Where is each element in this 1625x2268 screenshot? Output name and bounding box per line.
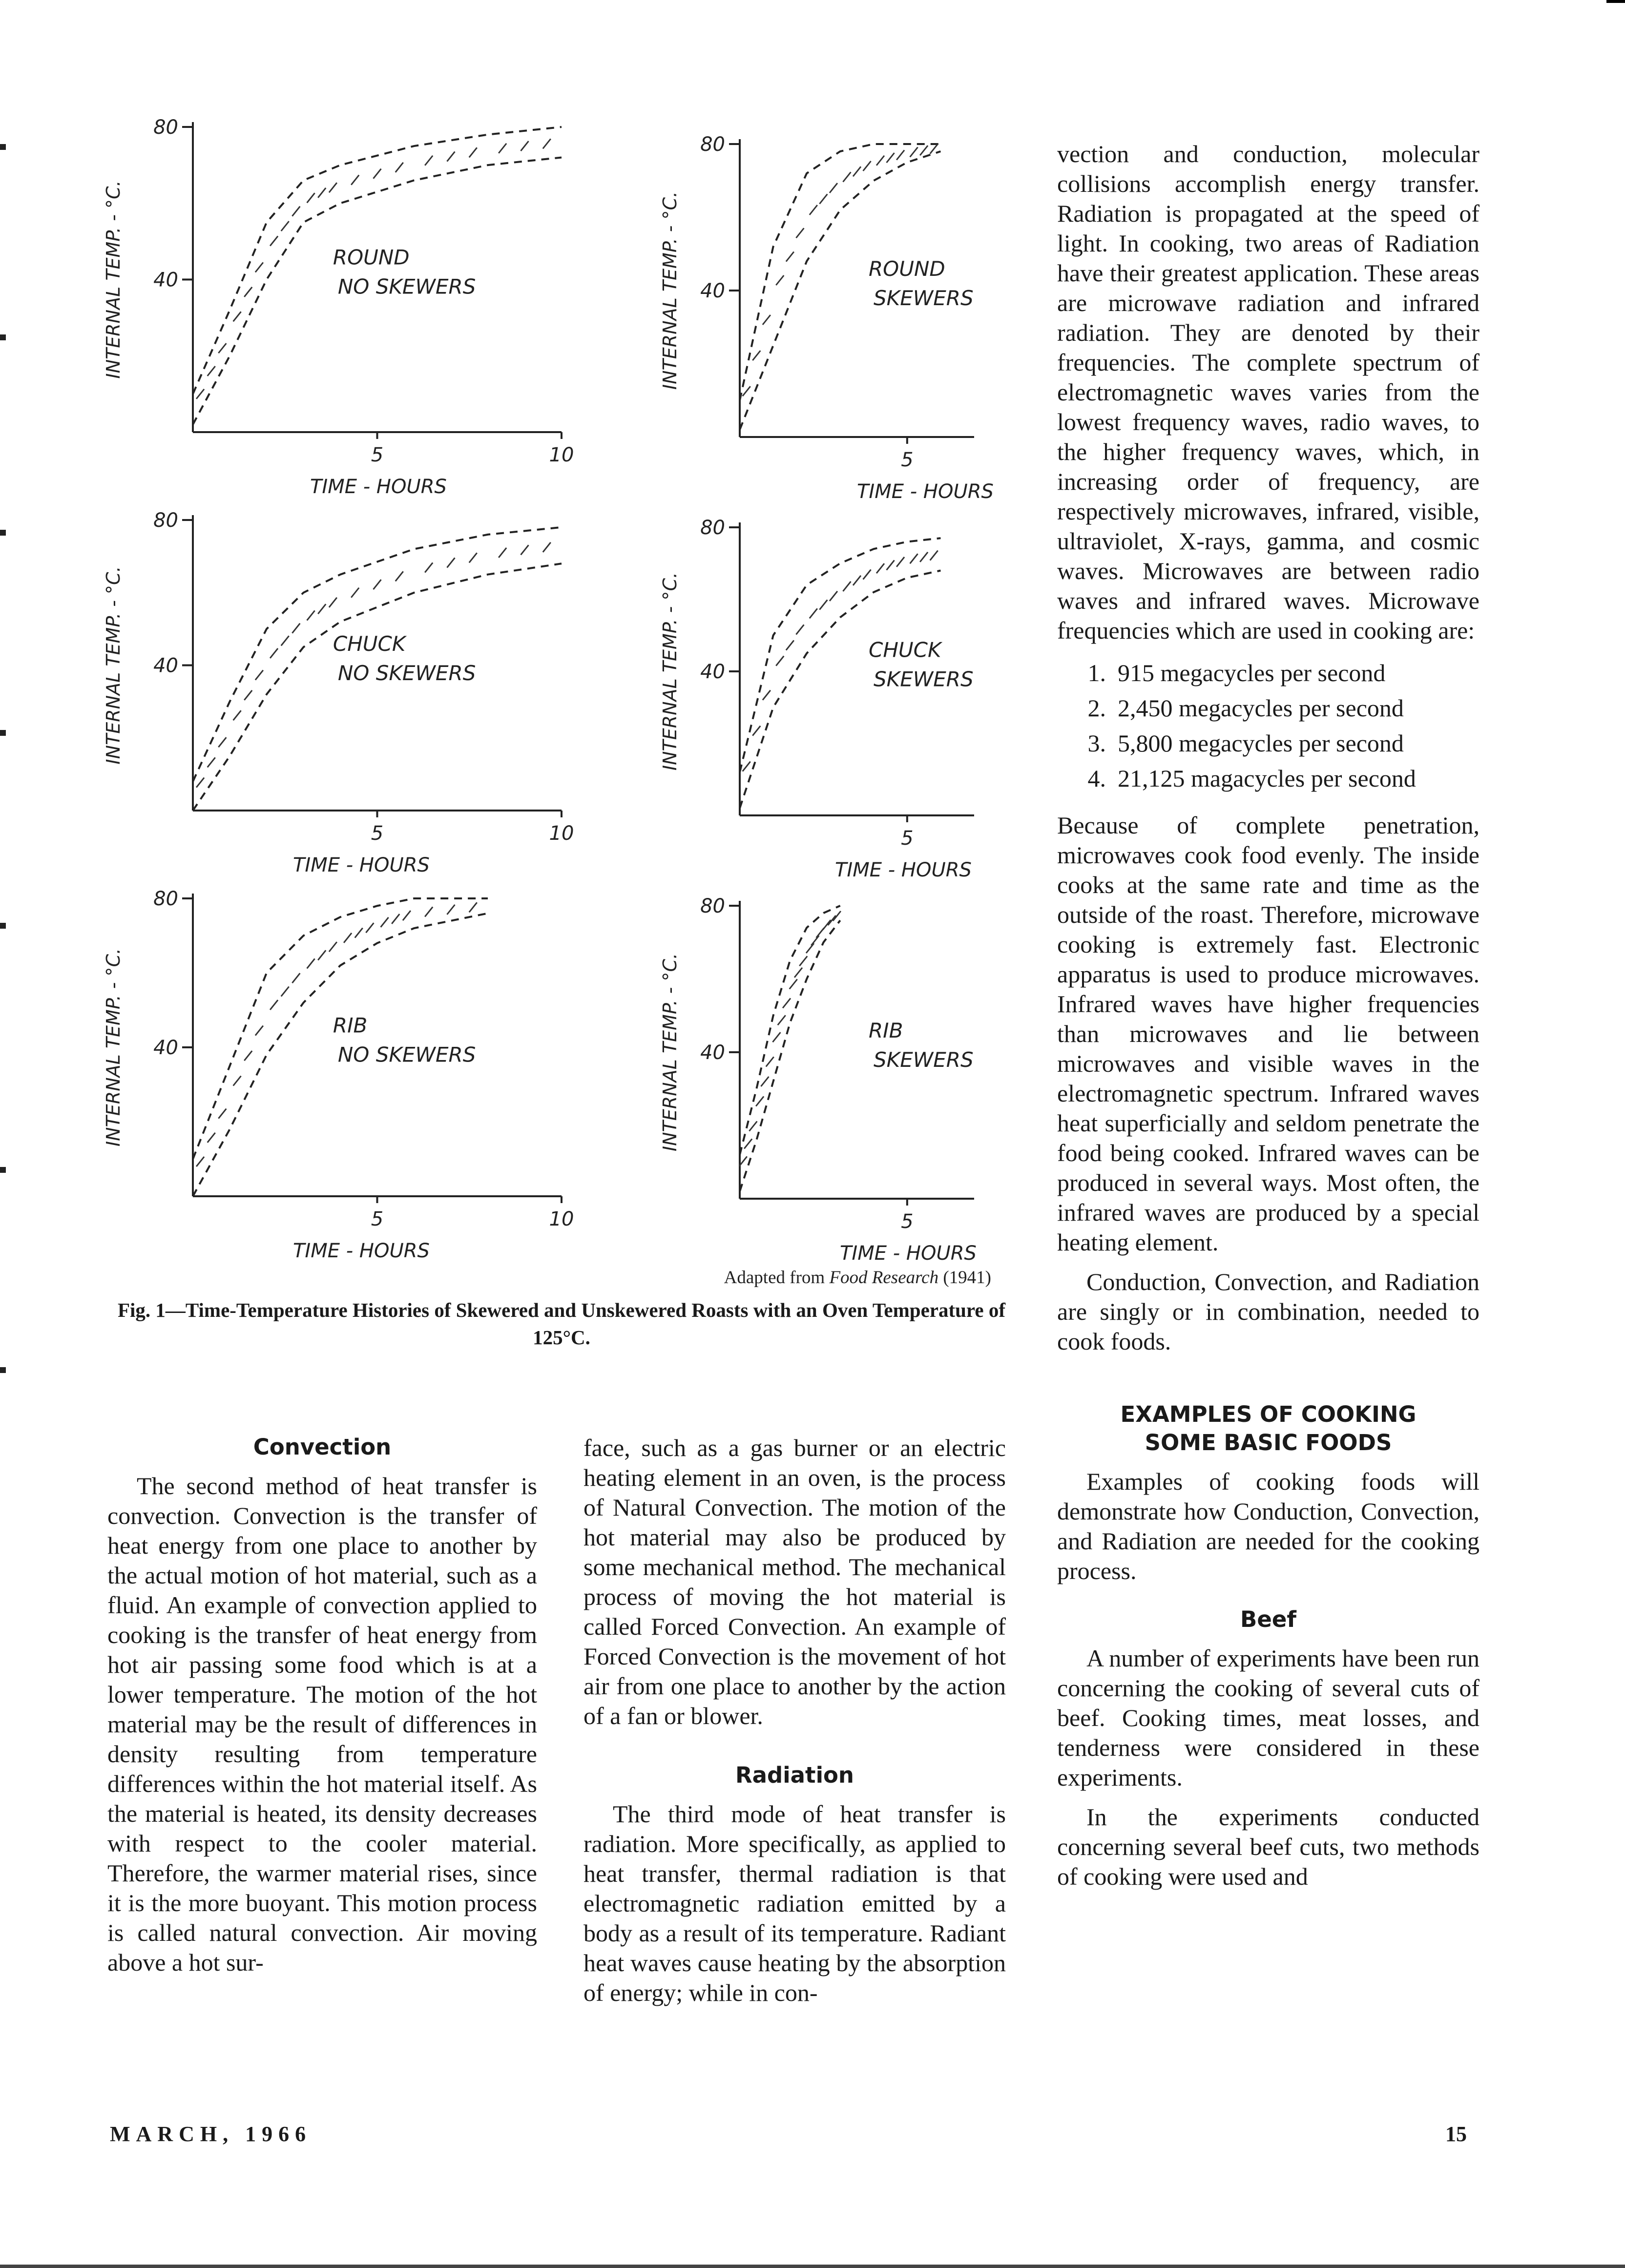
band-hatch [853,576,861,585]
series-upper-line [740,906,840,1155]
band-hatch [244,1051,252,1061]
x-tick-label: 10 [549,822,574,845]
band-hatch [292,973,300,983]
band-hatch [396,571,403,581]
credit-prefix: Adapted from [724,1268,825,1288]
heading-examples-line1: EXAMPLES OF COOKING [1120,1401,1417,1427]
chart-subtitle: NO SKEWERS [337,1042,476,1067]
band-hatch [833,911,841,921]
band-hatch [374,169,381,179]
series-lower-line [193,563,562,811]
column-1 [107,1433,537,1977]
chart-subtitle: NO SKEWERS [337,274,476,299]
band-hatch [819,194,827,204]
band-hatch [896,557,904,567]
band-hatch [752,726,760,736]
band-hatch [318,950,326,960]
band-hatch [806,943,814,953]
band-hatch [930,551,938,561]
band-hatch [843,582,851,591]
chart-subtitle: SKEWERS [874,1048,974,1072]
band-hatch [281,221,289,231]
x-axis-label: TIME - HOURS [835,859,972,881]
band-hatch [786,641,794,650]
band-hatch [910,554,918,563]
band-hatch [743,386,750,396]
band-hatch [830,591,837,601]
chart-title: RIB [333,1013,368,1038]
heading-examples [1057,1400,1479,1457]
band-hatch [329,183,337,192]
band-hatch [796,228,804,238]
band-hatch [329,942,337,952]
band-hatch [218,737,226,747]
x-tick-label: 5 [901,1210,914,1233]
column-2 [583,1433,1006,2008]
chart-title: CHUCK [869,638,941,662]
y-tick-label: 40 [700,1041,725,1064]
paragraph: vection and conduction, molecular collisions accomplish energy transfer. Radiation is propagated at the speed of light. In cooking, two areas of Radiation have their greatest application. These areas are microwave radiation and infrared radiation. They are denoted by their frequencies. The complete spectrum of electromagnetic waves varies from the lowest frequency waves, radio waves, to the higher frequency waves, which, in increasing order of frequency, are respectively microwaves, infrared, visible, ultraviolet, X-rays, gamma, and cosmic waves. Microwaves are between radio waves and infrared waves. Microwave frequencies which are used in cooking are: [1057,140,1479,644]
x-tick-label: 5 [371,822,384,845]
y-tick-label: 80 [153,509,178,532]
band-hatch [778,1015,786,1025]
band-hatch [425,907,433,916]
x-axis-label: TIME - HOURS [840,1242,977,1265]
band-hatch [233,710,241,720]
band-hatch [196,778,204,788]
y-axis-label: INTERNAL TEMP. - °C. [103,180,124,379]
heading-examples-line2: SOME BASIC FOODS [1145,1430,1392,1456]
band-hatch [447,558,455,567]
y-tick-label: 40 [700,280,725,302]
y-tick-label: 80 [153,888,178,910]
x-tick-label: 5 [901,449,914,471]
band-hatch [292,207,300,216]
heading-convection: Convection [253,1434,392,1460]
y-axis-label: INTERNAL TEMP. - °C. [659,572,681,771]
chart-title: CHUCK [333,631,406,656]
bottom-edge-rule [0,2265,1625,2268]
band-hatch [255,670,263,680]
band-hatch [244,287,252,297]
band-hatch [876,156,884,166]
heading-beef: Beef [1240,1606,1296,1632]
band-hatch [392,914,399,924]
band-hatch [381,917,389,927]
series-lower-line [740,920,840,1191]
band-hatch [744,1139,752,1149]
band-hatch [910,147,918,157]
chart-subtitle: NO SKEWERS [337,661,476,685]
band-hatch [521,545,529,555]
list-item: 3. 5,800 megacycles per second [1087,729,1404,757]
band-hatch [543,542,551,552]
band-hatch [351,175,359,185]
band-hatch [772,1032,780,1042]
band-hatch [351,588,359,598]
band-hatch [830,183,837,193]
band-hatch [790,979,797,989]
band-hatch [543,139,551,148]
footer-date: MARCH, 1966 [110,2122,312,2146]
y-tick-label: 80 [700,517,725,539]
band-hatch [766,1057,774,1067]
x-tick-label: 5 [371,1208,384,1230]
band-hatch [355,928,363,938]
band-hatch [499,548,506,558]
band-hatch [374,580,381,589]
list-item: 2. 2,450 megacycles per second [1087,694,1404,722]
band-hatch [811,936,819,945]
figure-credit [649,1267,991,1288]
band-hatch [196,389,204,399]
band-hatch [396,163,403,172]
y-tick-label: 40 [153,654,178,677]
band-hatch [233,1076,241,1086]
y-tick-label: 80 [700,895,725,917]
credit-year: (1941) [943,1268,991,1288]
chart-subtitle: SKEWERS [874,667,974,691]
band-hatch [752,351,760,360]
band-hatch [255,1026,263,1036]
y-axis-label: INTERNAL TEMP. - °C. [659,953,681,1152]
credit-source: Food Research [829,1268,939,1288]
x-axis-label: TIME - HOURS [293,854,430,876]
band-hatch [208,757,215,767]
paragraph: The second method of heat transfer is convection. Convection is the transfer of heat energy from one place to another by the actual motion of hot material, such as a fluid. An example of convection applied to cooking is the transfer of heat energy from hot air passing some food which is at a lower temperature. The motion of the hot material may be the result of differences in density resulting from temperature differences within the hot material itself. As the material is heated, its density decreases with respect to the cooler material. Therefore, the warmer material rises, since it is the more buoyant. This motion process is called natural convection. Air moving above a hot sur- [107,1472,537,1976]
band-hatch [218,1109,226,1119]
paragraph: The third mode of heat transfer is radiation. More specifically, as applied to heat transfer, thermal radiation is that electromagnetic radiation emitted by a body as a result of its temperature. Radiant heat waves cause heating by the absorption of energy; while in con- [583,1800,1006,2006]
band-hatch [799,956,807,966]
paragraph: In the experiments conducted concerning several beef cuts, two methods of cooking were used and [1057,1803,1479,1890]
band-hatch [318,604,326,614]
paragraph: A number of experiments have been run concerning the cooking of several cuts of beef. Cooking times, meat losses, and tenderness were considered in these experiments. [1057,1644,1479,1791]
band-hatch [366,923,374,933]
band-hatch [796,624,804,634]
chart-title: ROUND [333,245,410,270]
band-hatch [329,598,337,607]
y-axis-label: INTERNAL TEMP. - °C. [103,566,124,765]
x-tick-label: 5 [901,827,914,850]
band-hatch [196,1157,204,1166]
band-hatch [863,570,871,580]
band-hatch [828,916,836,925]
band-hatch [270,236,278,246]
y-axis-label: INTERNAL TEMP. - °C. [103,948,124,1147]
band-hatch [783,999,791,1008]
x-tick-label: 5 [371,444,384,466]
band-hatch [749,1122,757,1131]
chart-title: ROUND [869,257,945,281]
y-axis-label: INTERNAL TEMP. - °C. [659,191,681,390]
band-hatch [756,1097,764,1106]
band-hatch [887,560,895,570]
band-hatch [863,161,871,171]
band-hatch [281,987,289,997]
band-hatch [307,958,315,968]
band-hatch [318,188,326,198]
band-hatch [853,166,861,176]
band-hatch [521,141,529,151]
band-hatch [425,156,433,166]
band-hatch [344,933,352,943]
band-hatch [776,275,784,285]
band-hatch [786,252,794,262]
band-hatch [761,1077,769,1086]
column-3 [1057,139,1479,1892]
page-number: 15 [1445,2122,1467,2146]
y-tick-label: 40 [153,1037,178,1059]
band-hatch [469,147,477,157]
paragraph: Because of complete penetration, microwaves cook food evenly. The inside cooks at the same rate and time as the outside of the roast. Therefore, microwave cooking is extremely fast. Electronic apparatus is used to produce microwaves. Infrared waves have higher frequencies than microwaves and lie between microwaves and visible waves in the electromagnetic spectrum. Infrared waves heat superficially and seldom penetrate the food being cooked. Infrared waves can be produced in several ways. Most often, the infrared waves are produced by a special heating element. [1057,811,1479,1256]
band-hatch [920,552,928,562]
band-hatch [447,152,455,162]
y-tick-label: 80 [700,133,725,156]
chart-title: RIB [869,1019,903,1042]
band-hatch [307,611,315,621]
band-hatch [270,1000,278,1010]
x-axis-label: TIME - HOURS [857,480,994,503]
band-hatch [823,920,831,930]
y-tick-label: 40 [700,661,725,683]
band-hatch [743,762,750,771]
band-hatch [843,172,851,182]
band-hatch [447,905,455,915]
x-axis-label: TIME - HOURS [293,1240,430,1262]
band-hatch [469,902,477,912]
band-hatch [244,690,252,700]
heading-radiation: Radiation [735,1762,854,1788]
y-tick-label: 80 [153,116,178,139]
x-tick-label: 10 [549,1208,574,1230]
y-tick-label: 40 [153,269,178,291]
band-hatch [794,968,802,978]
band-hatch [307,193,315,203]
x-tick-label: 10 [549,444,574,466]
frequency-list [1057,655,1479,796]
band-hatch [499,144,506,153]
band-hatch [776,656,784,666]
band-hatch [896,150,904,160]
list-item: 1. 915 megacycles per second [1087,659,1386,687]
band-hatch [233,312,241,321]
band-hatch [810,608,817,618]
paragraph: face, such as a gas burner or an electric heating element in an oven, is the process of Natural Convection. The motion of the hot material may also be produced by some mechanical method. The mechanical process of moving the hot material is called Forced Convection. An example of Forced Convection is the movement of hot air from one place to another by the action of a fan or blower. [583,1434,1006,1729]
band-hatch [425,562,433,572]
band-hatch [887,153,895,163]
edge-mark [0,1367,6,1373]
band-hatch [469,553,477,562]
band-hatch [763,315,771,325]
band-hatch [819,600,827,610]
list-item: 4. 21,125 magacycles per second [1087,765,1416,792]
band-hatch [920,146,928,155]
band-hatch [281,636,289,645]
band-hatch [218,343,226,353]
band-hatch [403,911,411,920]
band-hatch [292,624,300,633]
band-hatch [255,263,263,272]
paragraph: Conduction, Convection, and Radiation are singly or in combination, needed to cook foods. [1057,1268,1479,1355]
band-hatch [208,366,215,376]
band-hatch [763,690,771,700]
x-axis-label: TIME - HOURS [310,476,447,498]
paragraph: Examples of cooking foods will demonstrate how Conduction, Convection, and Radiation are needed for the cooking process. [1057,1468,1479,1584]
band-hatch [876,563,884,573]
chart-subtitle: SKEWERS [874,286,974,310]
figure-caption: Fig. 1—Time-Temperature Histories of Skewered and Unskewered Roasts with an Oven Temperature of 125°C. [118,1299,1005,1349]
band-hatch [810,205,817,215]
band-hatch [208,1133,215,1143]
band-hatch [270,648,278,658]
